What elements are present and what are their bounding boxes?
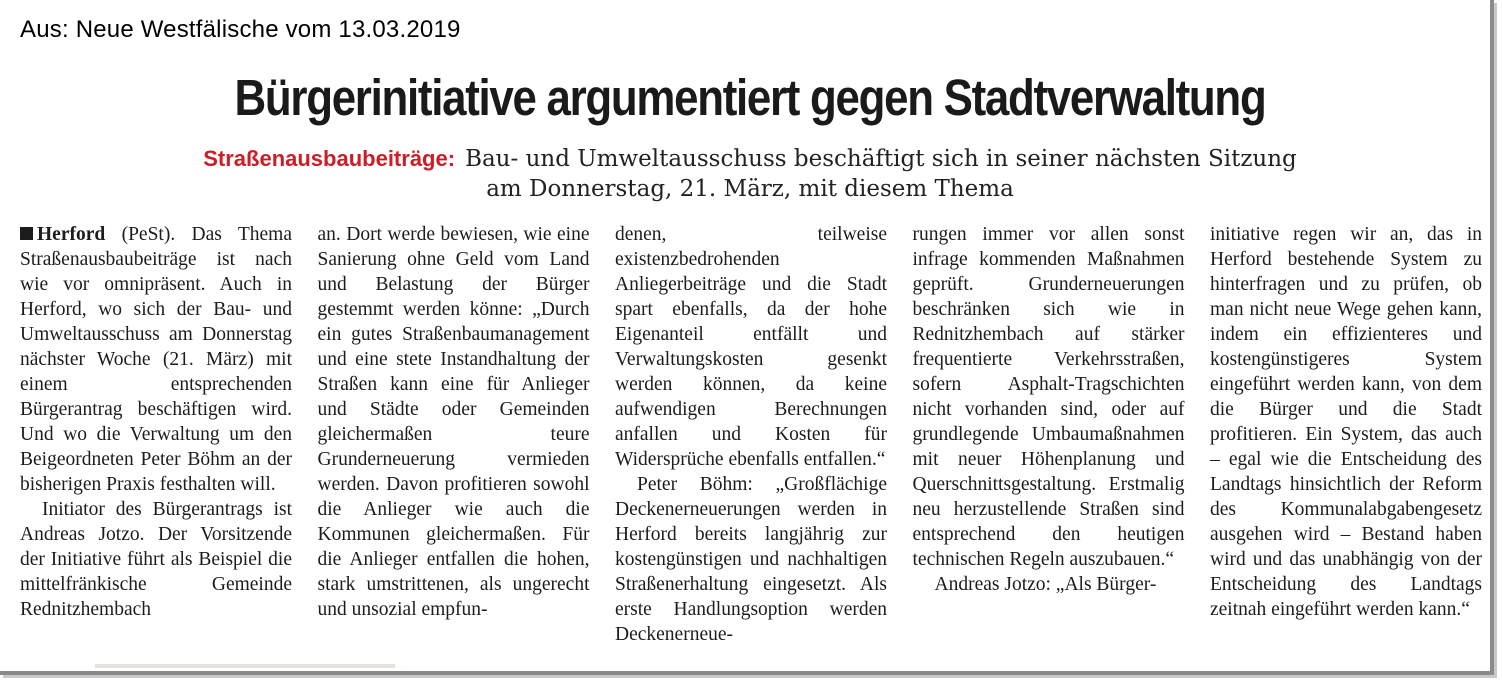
source-citation: Aus: Neue Westfälische vom 13.03.2019 [20, 16, 461, 43]
article-paragraph: denen, teilweise existenzbedrohenden Anliegerbeiträge und die Stadt spart ebenfalls, da der hohe Eigenanteil entfällt und Verwaltungskosten gesenkt werden können, da keine aufwendigen Berechnungen anfallen und Kosten für Widersprüche ebenfalls entfallen.“ [615, 224, 887, 470]
article-column-2 [318, 222, 590, 662]
article-paragraph: an. Dort werde bewiesen, wie eine Sanierung ohne Geld vom Land und Belastung der Bürger gestemmt werden könne: „Durch ein gutes Straßenbaumanagement und eine stete Instandhaltung der Straßen kann eine für Anlieger und Städte oder Gemeinden gleichermaßen teure Grunderneuerung vermieden werden. Davon profitieren sowohl die Anlieger wie auch die Kommunen gleichermaßen. Für die Anlieger entfallen die hohen, stark umstrittenen, als ungerecht und unsozial empfun- [317, 224, 590, 620]
article-headline: Bürgerinitiative argumentiert gegen Stadtverwaltung [234, 69, 1266, 126]
article-paragraph [20, 222, 292, 497]
clipping-edge-strip [95, 664, 395, 668]
article-column-1 [20, 222, 292, 662]
subhead-text-1: Bau- und Umweltausschuss beschäftigt sich in seiner nächsten Sitzung [465, 146, 1297, 172]
article-subheadline [0, 144, 1494, 204]
article-column-4 [913, 222, 1185, 662]
article-body [20, 222, 1482, 662]
subhead-line-2: am Donnerstag, 21. März, mit diesem Thema [486, 176, 1014, 202]
subhead-line-1 [0, 144, 1494, 174]
paragraph-text: (PeSt). Das Thema Straßenausbaubeiträge ist nach wie vor omnipräsent. Auch in Herford, wo sich der Bau- und Umweltausschuss am Donnerstag nächster Woche (21. März) mit einem entsprechenden Bürgerantrag beschäftigen wird. Und wo die Verwaltung um den Beigeordneten Peter Böhm an der bisherigen Praxis festhalten will. [20, 224, 292, 495]
square-bullet-icon [20, 227, 33, 240]
article-column-3 [615, 222, 887, 662]
article-dateline: Herford [37, 224, 106, 245]
subhead-kicker: Straßenausbaubeiträge: [203, 146, 456, 171]
article-paragraph: Andreas Jotzo: „Als Bürger- [934, 574, 1157, 595]
article-paragraph: Peter Böhm: „Großflächige Deckenerneuerungen werden in Herford bereits langjährig zur kostengünstigen und nachhaltigen Straßenerhaltung eingesetzt. Als erste Handlungsoption werden Deckenerneue- [615, 474, 887, 645]
article-column-5 [1210, 222, 1482, 662]
article-paragraph: Initiator des Bürgerantrags ist Andreas Jotzo. Der Vorsitzende der Initiative führt als Beispiel die mittelfränkische Gemeinde Rednitzhembach [20, 499, 292, 620]
article-paragraph: rungen immer vor allen sonst infrage kommenden Maßnahmen geprüft. Grunderneuerungen beschränken sich wie in Rednitzhembach auf stärker frequentierte Verkehrsstraßen, sofern Asphalt-Tragschichten nicht vorhanden sind, oder auf grundlegende Umbaumaßnahmen mit neuer Höhenplanung und Querschnittsgestaltung. Erstmalig neu herzustellende Straßen sind entsprechend den heutigen technischen Regeln auszubauen.“ [912, 224, 1185, 570]
article-paragraph: initiative regen wir an, das in Herford bestehende System zu hinterfragen und zu prüfen, ob man nicht neue Wege gehen kann, indem ein effizienteres und kostengünstigeres System eingeführt werden kann, von dem die Bürger und die Stadt profitieren. Ein System, das auch – egal wie die Entscheidung des Landtags hinsichtlich der Reform des Kommunalabgabengesetz ausgehen wird – Bestand haben wird und das unabhängig von der Entscheidung des Landtags zeitnah eingeführt werden kann.“ [1210, 224, 1482, 620]
